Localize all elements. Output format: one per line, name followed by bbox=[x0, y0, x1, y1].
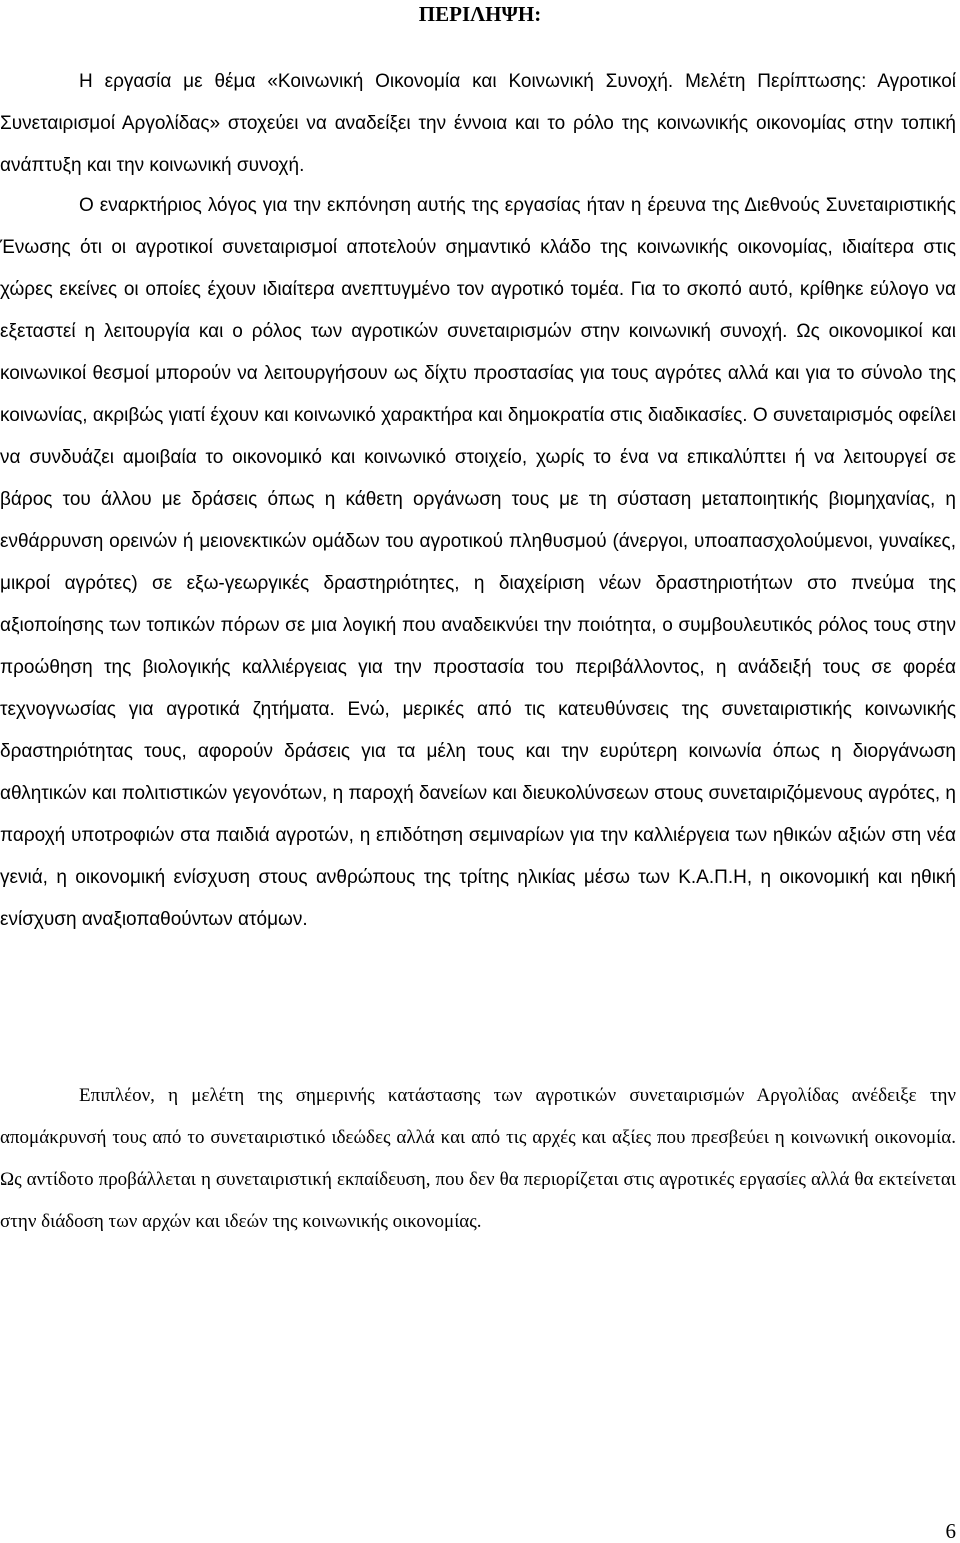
abstract-paragraph-1: Η εργασία με θέμα «Κοινωνική Οικονομία και Κοινωνική Συνοχή. Μελέτη Περίπτωσης: Αγροτικοί Συνεταιρισμοί Αργολίδας» στοχεύει να αναδείξει την έννοια και το ρόλο της κοινωνικής οικονομίας στην τοπική ανάπτυξη και την κοινωνική συνοχή. bbox=[0, 71, 956, 176]
page-number: 6 bbox=[945, 1519, 956, 1543]
abstract-paragraph-2: Ο εναρκτήριος λόγος για την εκπόνηση αυτής της εργασίας ήταν η έρευνα της Διεθνούς Συνεταιριστικής Ένωσης ότι οι αγροτικοί συνεταιρισμοί αποτελούν σημαντικό κλάδο της κοινωνικής οικονομίας, ιδιαίτερα στις χώρες εκείνες οι οποίες έχουν ιδιαίτερα ανεπτυγμένο τον αγροτικό τομέα. Για το σκοπό αυτό, κρίθηκε εύλογο να εξεταστεί η λειτουργία και ο ρόλος των αγροτικών συνεταιρισμών στην κοινωνική συνοχή. Ως οικονομικοί και κοινωνικοί θεσμοί μπορούν να λειτουργήσουν ως δίχτυ προστασίας για τους αγρότες αλλά και για το σύνολο της κοινωνίας, ακριβώς γιατί έχουν και κοινωνικό χαρακτήρα και δημοκρατία στις διαδικασίες. Ο συνεταιρισμός οφείλει να συνδυάζει αμοιβαία το οικονομικό και κοινωνικό στοιχείο, χωρίς το ένα να επικαλύπτει ή να λειτουργεί σε βάρος του άλλου με δράσεις όπως η κάθετη οργάνωση τους με τη σύσταση μεταποιητικής βιομηχανίας, η ενθάρρυνση ορεινών ή μειονεκτικών ομάδων του αγροτικού πληθυσμού (άνεργοι, υποαπασχολούμενοι, γυναίκες, μικροί αγρότες) σε εξω-γεωργικές δραστηριότητες, η διαχείριση νέων δραστηριοτήτων στο πνεύμα της αξιοποίησης των τοπικών πόρων σε μια λογική που αναδεικνύει την ποιότητα, ο συμβουλευτικός ρόλος τους στην προώθηση της βιολογικής καλλιέργειας για την προστασία του περιβάλλοντος, η ανάδειξή τους σε φορέα τεχνογνωσίας για αγροτικά ζητήματα. Ενώ, μερικές από τις κατευθύνσεις της συνεταιριστικής κοινωνικής δραστηριότητας τους, αφορούν δράσεις για τα μέλη τους και την ευρύτερη κοινωνία όπως η διοργάνωση αθλητικών και πολιτιστικών γεγονότων, η παροχή δανείων και διευκολύνσεων στους συνεταιριζόμενους αγρότες, η παροχή υποτροφιών στα παιδιά αγροτών, η επιδότηση σεμιναρίων για την καλλιέργεια των ηθικών αξιών στη νέα γενιά, η οικονομική ενίσχυση στους ανθρώπους της τρίτης ηλικίας μέσω των Κ.Α.Π.Η, η οικονομική και ηθική ενίσχυση αναξιοπαθούντων ατόμων. bbox=[0, 195, 956, 930]
page-title: ΠΕΡΙΛΗΨΗ: bbox=[418, 2, 542, 26]
abstract-paragraph-3: Επιπλέον, η μελέτη της σημερινής κατάστασης των αγροτικών συνεταιρισμών Αργολίδας ανέδειξε την απομάκρυνσή τους από το συνεταιριστικό ιδεώδες αλλά και από τις αρχές και αξίες που πρεσβεύει η κοινωνική οικονομία. Ως αντίδοτο προβάλλεται η συνεταιριστική εκπαίδευση, που δεν θα περιορίζεται στις αγροτικές εργασίες αλλά θα εκτείνεται στην διάδοση των αρχών και ιδεών της κοινωνικής οικονομίας. bbox=[0, 1085, 956, 1232]
